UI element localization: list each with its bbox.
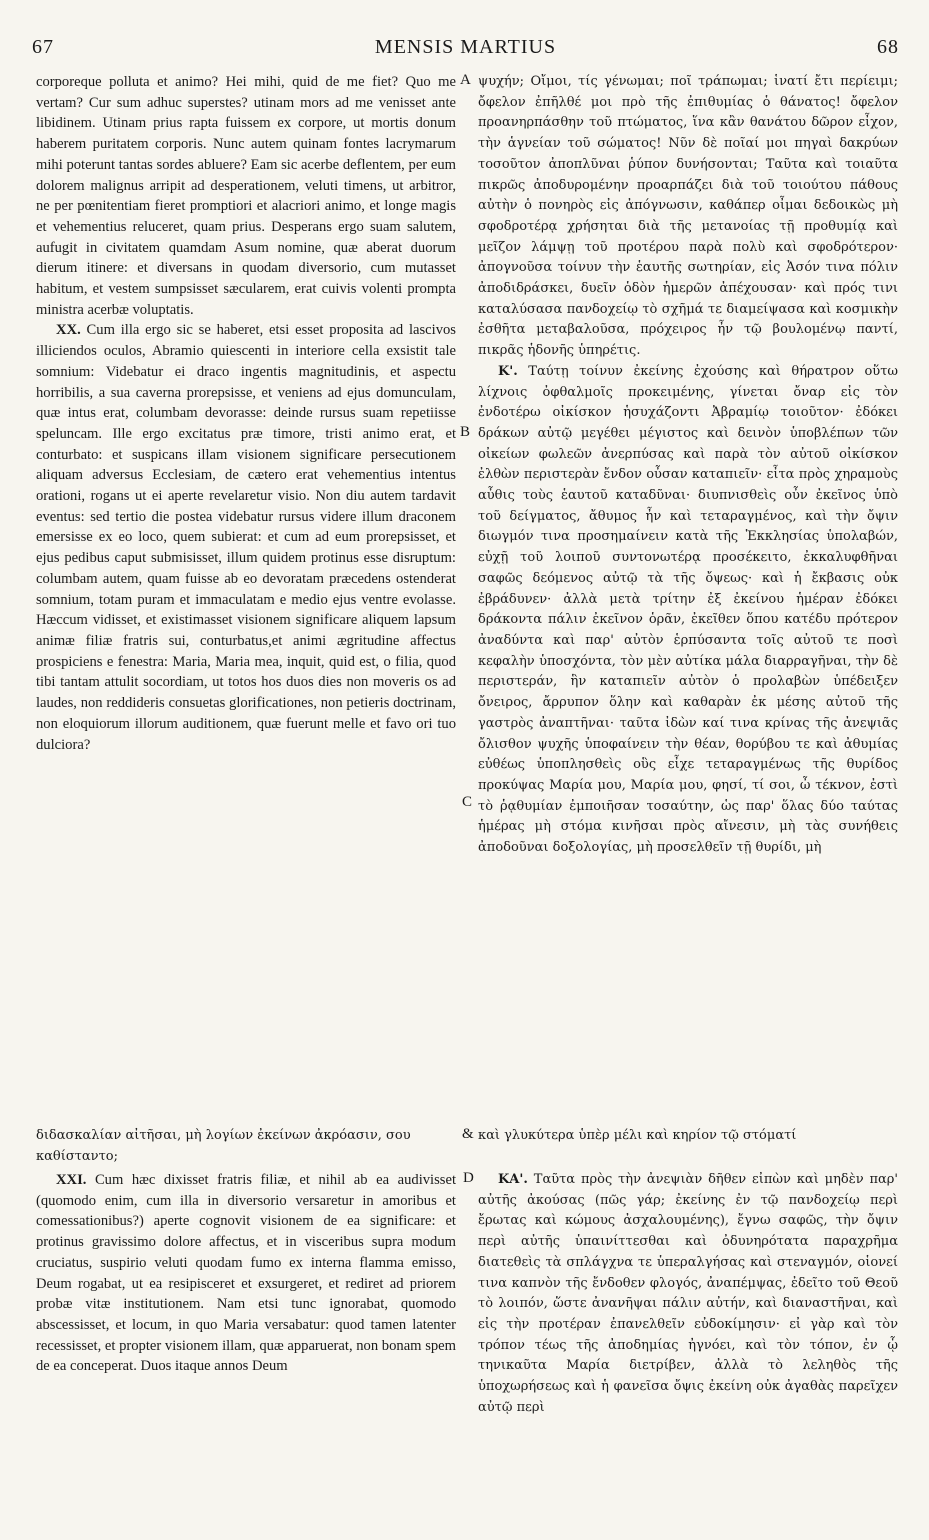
latin-column-top (36, 72, 456, 1122)
greek-section-20-text: Ταύτῃ τοίνυν ἐκείνης ἐχούσης καὶ θήρατρον οὕτω λίχνοις ὀφθαλμοῖς προκειμένης, γίνεται ὄναρ εἰς τὸν ἐνδοτέρω οἰκίσκον ἡσυχάζοντι Ἀβραμίῳ τοιοῦτον· ἐδόκει δράκων αὐτῷ μεγέθει μέγιστος καὶ δεινὸν ὑποβλέπων τῶν οἰκείων φωλεῶν ἀνερπύσας καὶ παρὰ τὸν αὐτοῦ οἰκίσκον ἐλθὼν περιστερὰν ἔνδον οὖσαν καταπιεῖν· εἶτα πρὸς χηραμοὺς αὖθις τοὺς ἑαυτοῦ καταδῦναι· διυπνισθεὶς οὖν ἐκεῖνος ὑπὸ τοῦ δείγματος, ἄθυμος ἦν καὶ τεταραγμένος, καὶ τὴν ὄψιν διωγμόν τινα προσημαίνειν κατὰ τῆς Ἐκκλησίας ὑπολαβών, εὐχῇ τοῦ λοιποῦ συντονωτέρᾳ προσέκειτο, ἐκκαλυφθῆναι σαφῶς δεόμενος αὐτῷ τὰ τῆς ὄψεως· καὶ ἡ ἔκβασις οὐκ ἐβράδυνεν· ἀλλὰ μετὰ τρίτην ἐξ ἐκείνου ἡμέραν ἐδόκει δράκοντα πάλιν ἐκεῖνον ὁρᾶν, ἐκεῖθεν ὅπου κατέδυ πρότερον ἀναδύντα καὶ παρ' αὐτὸν ἑρπύσαντα τοῖς αὐτοῦ τε ποσὶ κεφαλὴν ὑποσχόντα, τὸν μὲν αὐτίκα μάλα διαρραγῆναι, τὴν δὲ περιστεράν, ἣν καταπιεῖν αὐτὸν ὁ προλαβὼν ὑπέδειξεν ὄνειρος, ἄρρυπον ὅλην καὶ καθαρὰν ἐκ μέσης αὐτοῦ τῆς γαστρὸς ἀναπτῆναι· ταῦτα ἰδὼν καί τινα κρίνας τῆς ἀνεψιᾶς ὄλισθον ψυχῆς ὑποφαίνειν τὴν θέαν, θορύβου τε καὶ ἀθυμίας εὐθέως ὑποπλησθεὶς οὓς εἶχε τεταραγμένως τῆς θυρίδος προκύψας Μαρία μου, Μαρία μου, φησί, τί σοι, ὦ τέκνον, ἐστὶ τὸ ῥᾳθυμίαν ἐμποιῆσαν τοσαύτην, ὡς παρ' ὅλας δύο ταύτας ἡμέρας μὴ στόμα κινῆσαι πρὸς αἴνεσιν, μὴ τὰς συνήθεις ἀποδοῦναι δοξολογίας, μὴ προσελθεῖν τῇ θυρίδι, μὴ (478, 363, 898, 856)
right-page-number: 68 (877, 36, 899, 58)
greek-paragraph-21 (478, 1170, 898, 1418)
greek-section-number-21: ΚΑ'. (498, 1172, 528, 1187)
greek-section-number-20: Κ'. (498, 363, 518, 379)
page-header (32, 36, 899, 66)
margin-marker-c: C (462, 794, 473, 810)
greek-column-top (478, 72, 898, 1122)
latin-column-bottom (36, 1170, 456, 1530)
spanning-line-left: διδασκαλίαν αἰτῆσαι, μὴ λογίων ἐκείνων ἀκρόασιν, σου καθίσταντο; (36, 1128, 411, 1164)
ampersand-marker: & (462, 1126, 474, 1142)
greek-paragraph-20 (478, 362, 898, 859)
latin-section-20-text: Cum illa ergo sic se haberet, etsi esset proposita ad lascivos illiciendos oculos, Abramio quiescenti in interiore cella exsistit tale somnium: Videbatur ei draco ingentis magnitudinis, et aspectu horribilis, a sua caverna prorepsisse, et veniens ad ejus domunculam, quæ intus erat, columbam devorasse: deinde rursus suam repetiisse speluncam. Ille ergo excitatus præ timore, tristi animo erat, et conturbato: et suspicans illam visionem significare persecutionem aliquam adversus Ecclesiam, de cætero erat vehementius intentus orationi, rogans ut ei aperte revelaretur visio. Non diu autem tardavit eventus: sed tertio die postea videbatur rursus videre illum draconem emersisse ex eo loco, quem subierat: et cum ad eum prorepsisset, et ejus pedibus caput submisisset, illum quidem protinus esse disruptum: columbam autem, quam fuisse ab eo devoratam præcedens ostenderat somnium, totam puram et immaculatam e medio ejus ventre evolasse. Hæccum vidisset, et existimasset visionem significare aliquem lapsum animæ filiæ fratris sui, conturbatus,et animi ægritudine affectus prospiciens e fenestra: Maria, Maria mea, inquit, quid est, o filia, quod tibi tantam attulit socordiam, ut totos hos duos dies non moveris os ad laudes, non reddideris consuetas glorificationes, non petieris doctrinam, non eloquiorum illorum auditionem, quæ fuerunt melle et favo ori tuo dulciora? (36, 322, 456, 753)
latin-paragraph-21 (36, 1170, 456, 1377)
greek-paragraph-1: ψυχήν; Οἴμοι, τίς γένωμαι; ποῖ τράπωμαι; ἱνατί ἔτι περίειμι; ὄφελον ἐπῆλθέ μοι πρὸ τῆς ἐπιθυμίας ὁ θάνατος! ὄφελον προανηρπάσθην τοῦ πτώματος, ἵνα κἂν θανάτου δῶρον εἶχον, τὴν ἁγνείαν τοῦ σώματος! Νῦν δὲ ποῖαί μοι πηγαὶ δακρύων τοσοῦτον ἀποπλῦναι ῥύπον δυνήσονται; Ταῦτα καὶ τοιαῦτα πικρῶς ἀποδυρομένην προαρπάζει διὰ τοῦ τοιούτου πάθους αὐτὴν ὁ πονηρὸς εἰς ἀπόγνωσιν, καθάπερ οἶμαι δεδοικὼς μὴ σφοδροτέρᾳ χρήσηται διὰ τῆς μετανοίας τῇ προθυμίᾳ καὶ μεῖζον λάμψῃ τοῦ προτέρου παρὰ πολὺ καὶ σφοδρότερον· ἀπογνοῦσα τοίνυν τὴν ἑαυτῆς σωτηρίαν, εἰς Ἀσόν τινα πόλιν ἀποδιδράσκει, δυεῖν ὁδὸν ἡμερῶν ἀπέχουσαν· καὶ πρός τινι καταλύσασα πανδοχείῳ τὸ σχῆμά τε διαμείψασα καὶ κοσμικὴν ἐσθῆτα μεταβαλοῦσα, πρόχειρος ἦν τῷ βουλομένῳ παντί, πικρᾶς ἡδονῆς ὑπηρέτις. (478, 74, 898, 359)
latin-paragraph-1: corporeque polluta et animo? Hei mihi, quid de me fiet? Quo me vertam? Cur sum adhuc superstes? utinam mors ad me venisset ante libidinem. Utinam prius rapta fuissem ex corpore, ut mortis donum haberem puritatem corporis. Nunc autem quinam fontes lacrymarum mihi poterunt tantas sordes abluere? Eam sic acerbe deflentem, per eum dolorem malignus arripit ad desperationem, veluti timens, ut arbitror, ne per pœnitentiam fieret promptiori et alacriori animo, et longe magis et vehementius reluceret, quam prius. Desperans ergo suam salutem, aufugit in civitatem quamdam Asum nomine, quæ aberat duorum dierum itinere: et diversans in quodam diversorio, cum mutasset habitum, et vestem sumpsisset sæcularem, erat cuivis volenti prompta ministra acerbæ voluptatis. (36, 74, 456, 318)
latin-section-number-21: XXI. (56, 1172, 87, 1188)
greek-section-21-text: Ταῦτα πρὸς τὴν ἀνεψιὰν δῆθεν εἰπὼν καὶ μηδὲν παρ' αὐτῆς ἀκούσας (πῶς γάρ; ἐκείνης ἐν τῷ πανδοχείῳ περὶ ἔρωτας καὶ κώμους ἀσχαλουμένης), ἔγνω σαφῶς, τὴν ὄψιν περὶ αὐτῆς ὑπαινίττεσθαι καὶ ὀδυνηρότατα παραχρῆμα διατεθεὶς τὰ σπλάγχνα τε ὑπεραλγήσας καὶ στεναγμόν, οἱονεί τινα καπνὸν τῆς ἔνδοθεν φλογός, ἀναπέμψας, ἐδεῖτο τοῦ Θεοῦ τὸ λοιπόν, ὥστε ἀνανῆψαι πάλιν αὐτήν, καὶ διαναστῆναι, καὶ εἰς τὴν προτέραν ἐπανελθεῖν εὐδοκίμησιν· εἰ γὰρ καὶ τὸν τρόπον τέως τῆς ἀποδημίας ἠγνόει, καὶ τὸν τόπον, ἐν ᾧ τηνικαῦτα Μαρία διετρίβεν, ἀλλὰ τὸ λεληθὸς τῆς ὑποχωρήσεως καὶ ἡ φανεῖσα ὄψις ἐκείνη οὐκ ἀγαθὰς παρεῖχεν αὐτῷ περὶ (478, 1172, 898, 1415)
running-title: MENSIS MARTIUS (374, 36, 557, 58)
margin-marker-a: A (460, 72, 471, 88)
left-page-number: 67 (32, 36, 54, 58)
latin-paragraph-20 (36, 320, 456, 755)
greek-column-bottom (478, 1170, 898, 1530)
margin-marker-d: D (463, 1170, 474, 1186)
margin-marker-b: B (460, 424, 471, 440)
latin-section-21-text: Cum hæc dixisset fratris filiæ, et nihil ab ea audivisset (quomodo enim, cum illa in diversorio versaretur in amoribus et comessationibus?) aperte cognovit visionem de ea significare: et protinus gravissimo dolore affectus, et in visceribus supra modum cruciatus, suspirio veluti quodam fumo ex interna flamma emisso, Deum rogabat, ut ea resipisceret et exsurgeret, et rediret ad priorem probæ vitæ institutionem. Nam etsi tunc ignorabat, quomodo abscessisset, et locum, in quo Maria versabatur: quod tamen latenter recessisset, et propter visionem illam, quæ apparuerat, non bonam spem de ea conceperat. Duos itaque annos Deum (36, 1172, 456, 1375)
spanning-line-right: καὶ γλυκύτερα ὑπὲρ μέλι καὶ κηρίον τῷ στόματί (478, 1128, 797, 1143)
latin-section-number-20: XX. (56, 322, 81, 339)
